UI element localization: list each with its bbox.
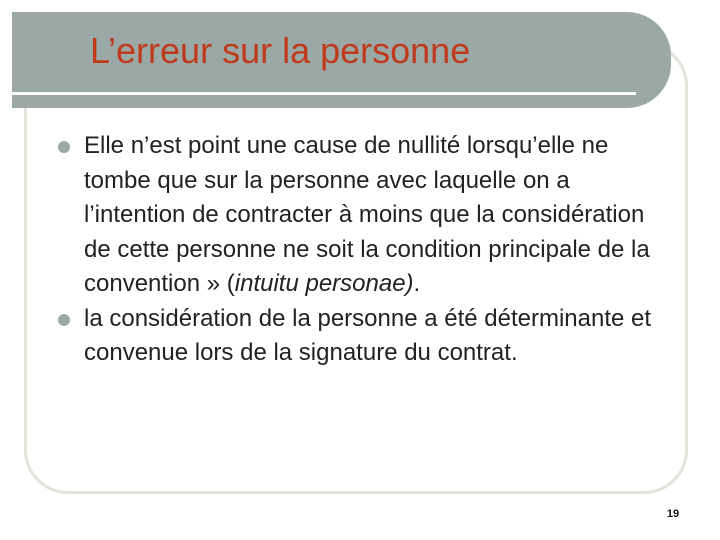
bullet-list: [58, 129, 668, 371]
page-number: 19: [666, 508, 680, 520]
bullet-text: la considération de la personne a été déterminante et convenue lors de la signature du contrat.: [84, 304, 652, 366]
bullet-italic-text: intuitu personae): [234, 270, 414, 297]
title-underline: [12, 92, 636, 95]
bullet-text-end: .: [413, 270, 421, 297]
round-bullet-icon: [58, 314, 70, 326]
slide-title: L’erreur sur la personne: [90, 30, 471, 71]
bullet-item: [58, 302, 668, 371]
round-bullet-icon: [58, 141, 70, 153]
bullet-item: [58, 129, 668, 302]
bullet-text: Elle n’est point une cause de nullité lorsqu’elle ne tombe que sur la personne avec laquelle on a l’intention de contracter à moins que la considération de cette personne ne soit la condition principale de la convention » (: [84, 132, 650, 297]
